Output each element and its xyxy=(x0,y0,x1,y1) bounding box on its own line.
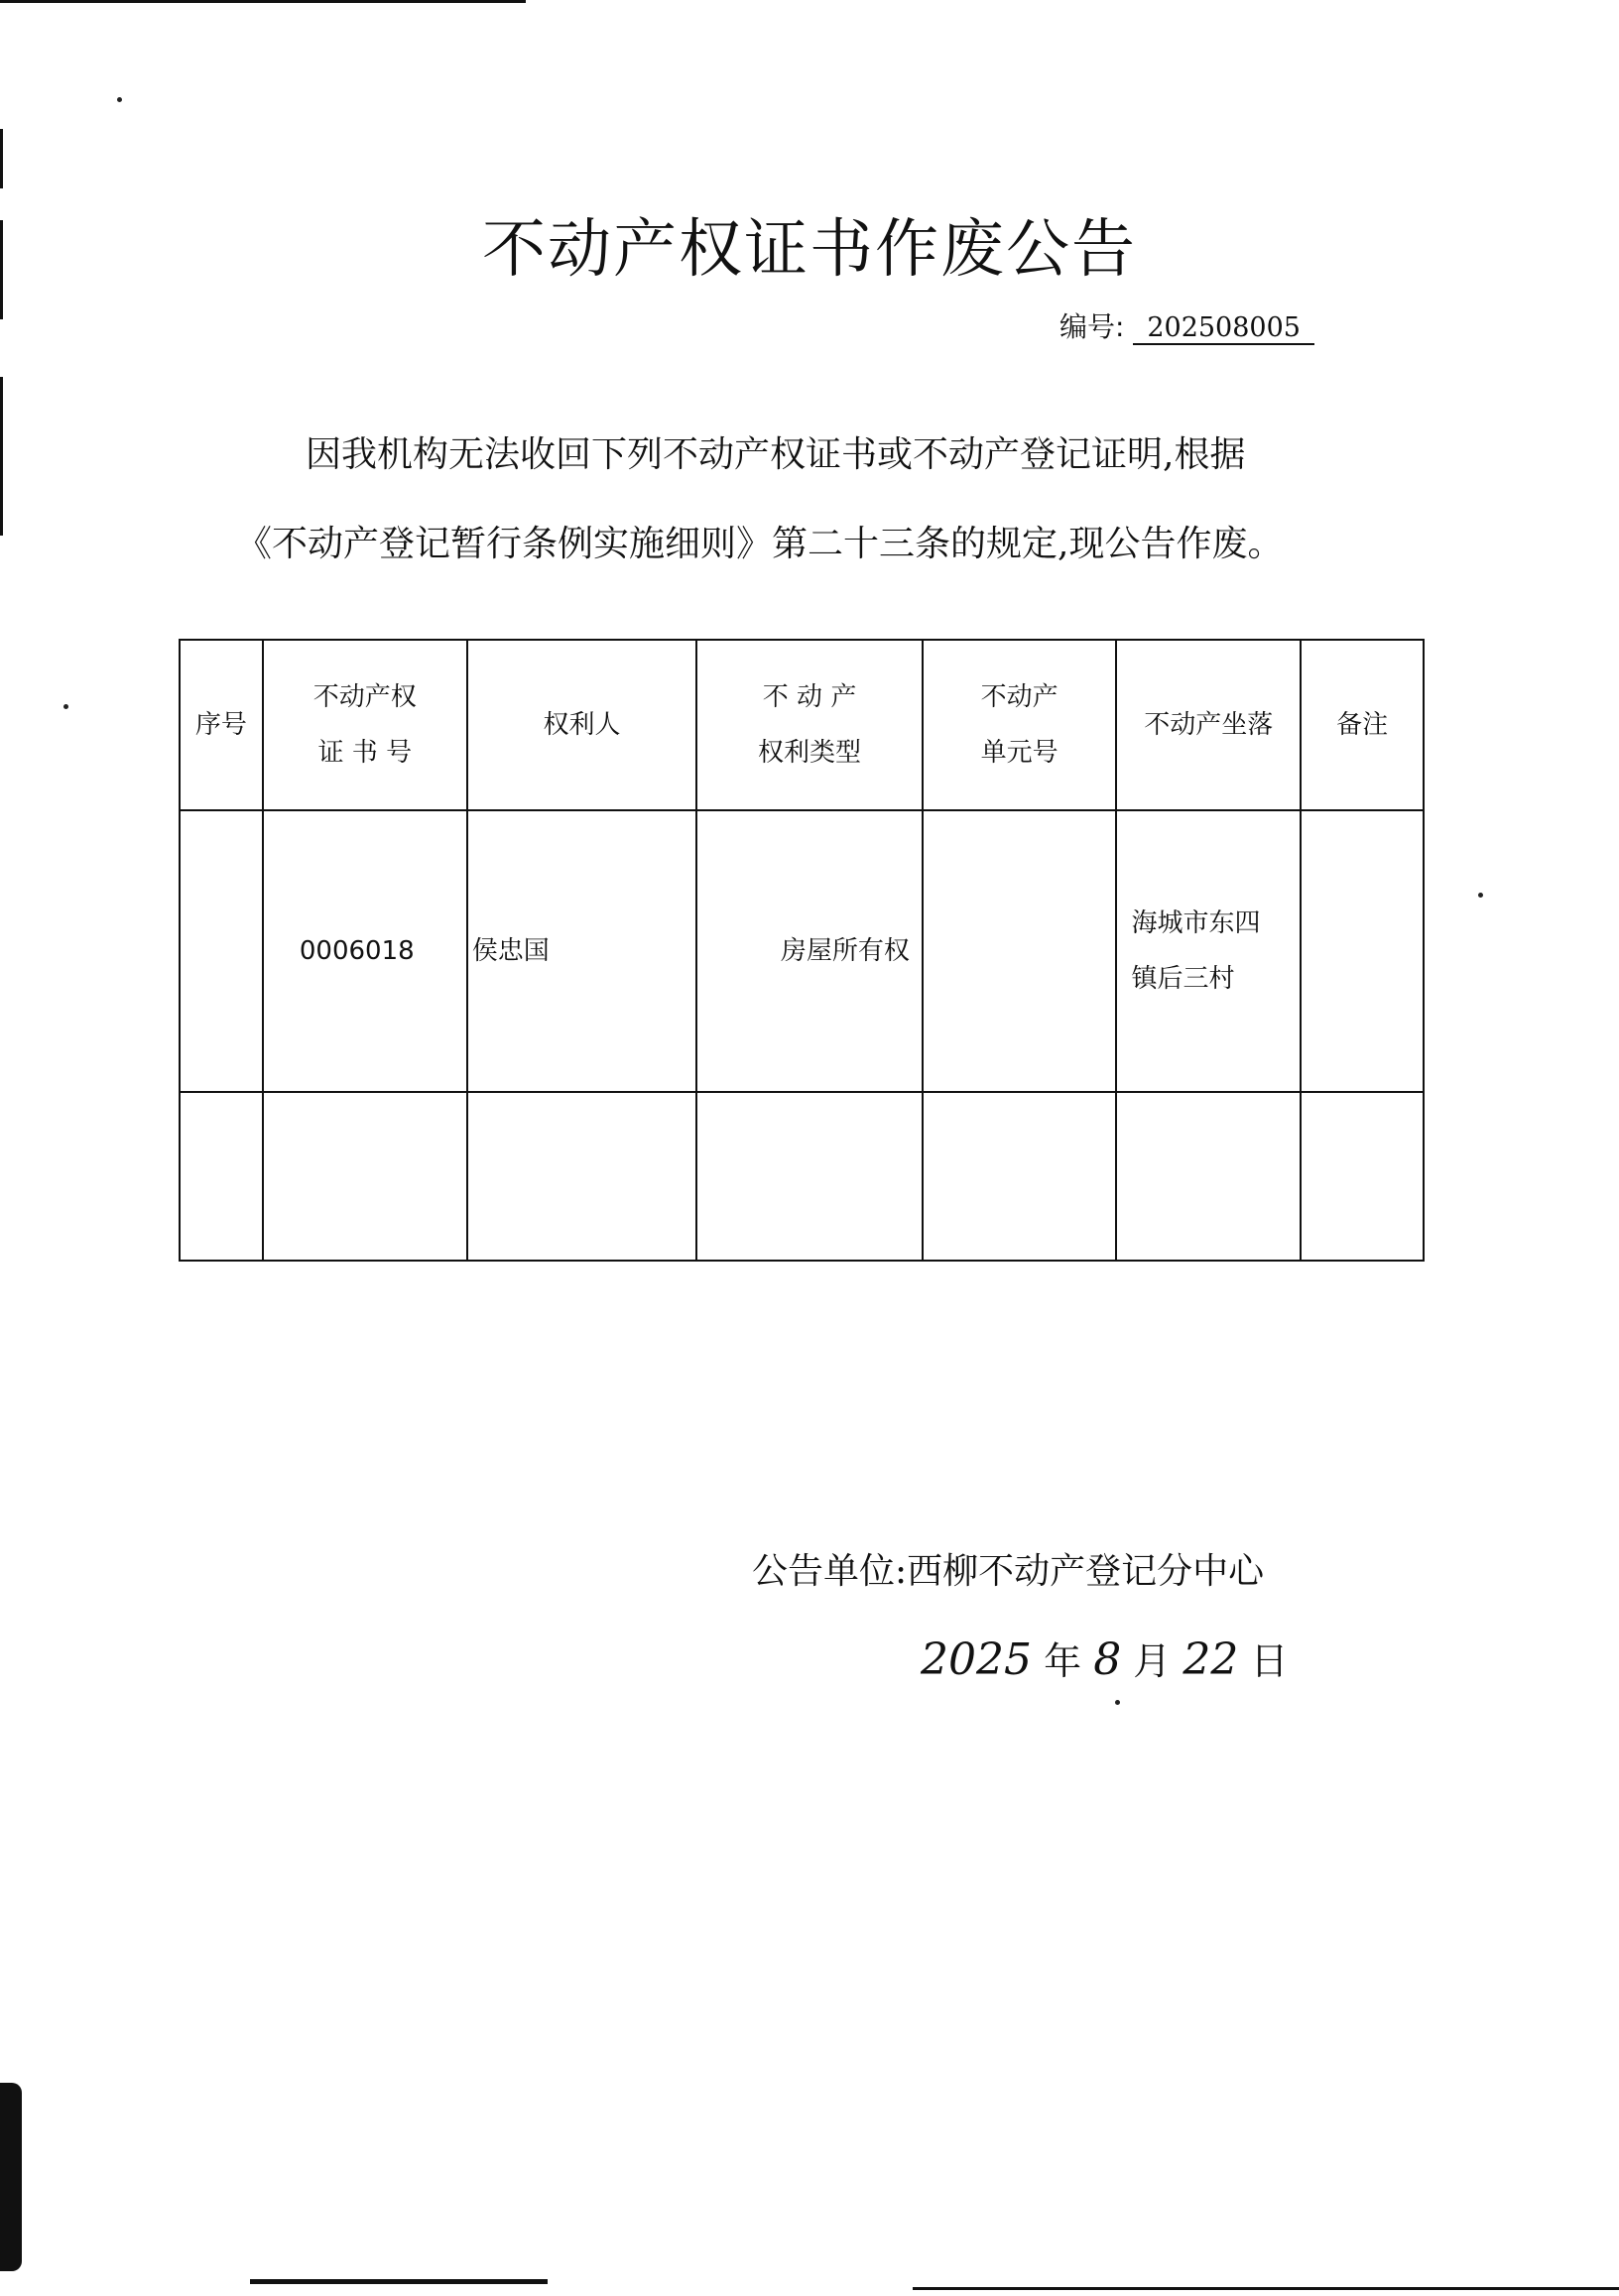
header-right-type xyxy=(696,640,923,810)
scan-blot-left xyxy=(0,2083,22,2271)
notice-paragraph-line1: 因我机构无法收回下列不动产权证书或不动产登记证明,根据 xyxy=(306,434,1246,475)
speck xyxy=(1478,893,1483,898)
scan-edge-bottom-left xyxy=(250,2279,548,2284)
header-unit-no-line1: 不动产 xyxy=(980,682,1059,712)
cell-empty xyxy=(467,1092,697,1261)
header-cert-no-line2: 证 书 号 xyxy=(317,738,413,768)
scan-edge-left-1 xyxy=(0,129,3,188)
date-day: 22 xyxy=(1183,1634,1239,1685)
date-line xyxy=(921,1631,1289,1685)
scan-edge-bottom-right xyxy=(913,2287,1619,2290)
table-row xyxy=(180,810,1424,1092)
date-year: 2025 xyxy=(921,1634,1032,1685)
notice-table xyxy=(179,639,1425,1262)
table-row-empty xyxy=(180,1092,1424,1261)
date-day-label: 日 xyxy=(1250,1639,1289,1683)
cell-seq xyxy=(180,810,263,1092)
cell-location-line2: 镇后三村 xyxy=(1131,964,1235,994)
date-month-label: 月 xyxy=(1133,1639,1172,1683)
cell-empty xyxy=(696,1092,923,1261)
header-location: 不动产坐落 xyxy=(1116,640,1301,810)
scan-edge-top xyxy=(0,0,526,3)
cell-empty xyxy=(1116,1092,1301,1261)
header-right-type-line2: 权利类型 xyxy=(758,738,862,768)
cell-empty xyxy=(180,1092,263,1261)
issuer: 公告单位:西柳不动产登记分中心 xyxy=(752,1551,1265,1592)
speck xyxy=(63,704,68,709)
date-month: 8 xyxy=(1093,1634,1122,1685)
cell-remarks xyxy=(1301,810,1424,1092)
notice-paragraph-line2: 《不动产登记暂行条例实施细则》第二十三条的规定,现公告作废。 xyxy=(236,524,1284,564)
document-number xyxy=(1059,305,1314,345)
cell-unit-no xyxy=(923,810,1117,1092)
page-title: 不动产权证书作废公告 xyxy=(482,213,1137,287)
header-owner: 权利人 xyxy=(467,640,697,810)
header-unit-no-line2: 单元号 xyxy=(980,738,1059,768)
cell-empty xyxy=(263,1092,467,1261)
header-right-type-line1: 不 动 产 xyxy=(762,682,857,712)
header-unit-no xyxy=(923,640,1117,810)
speck xyxy=(117,97,122,102)
date-year-label: 年 xyxy=(1044,1639,1082,1683)
table-header-row xyxy=(180,640,1424,810)
cell-cert-no: 0006018 xyxy=(263,810,467,1092)
document-number-label: 编号: xyxy=(1059,310,1125,343)
header-remarks: 备注 xyxy=(1301,640,1424,810)
cell-empty xyxy=(1301,1092,1424,1261)
header-cert-no-line1: 不动产权 xyxy=(312,682,417,712)
document-number-value: 202508005 xyxy=(1133,312,1314,345)
cell-location xyxy=(1116,810,1301,1092)
header-seq: 序号 xyxy=(180,640,263,810)
cell-right-type: 房屋所有权 xyxy=(696,810,923,1092)
cell-owner: 侯忠国 xyxy=(467,810,697,1092)
scan-edge-left-3 xyxy=(0,377,3,536)
header-cert-no xyxy=(263,640,467,810)
speck xyxy=(1115,1700,1120,1705)
cell-location-line1: 海城市东四 xyxy=(1131,908,1261,938)
cell-empty xyxy=(923,1092,1117,1261)
